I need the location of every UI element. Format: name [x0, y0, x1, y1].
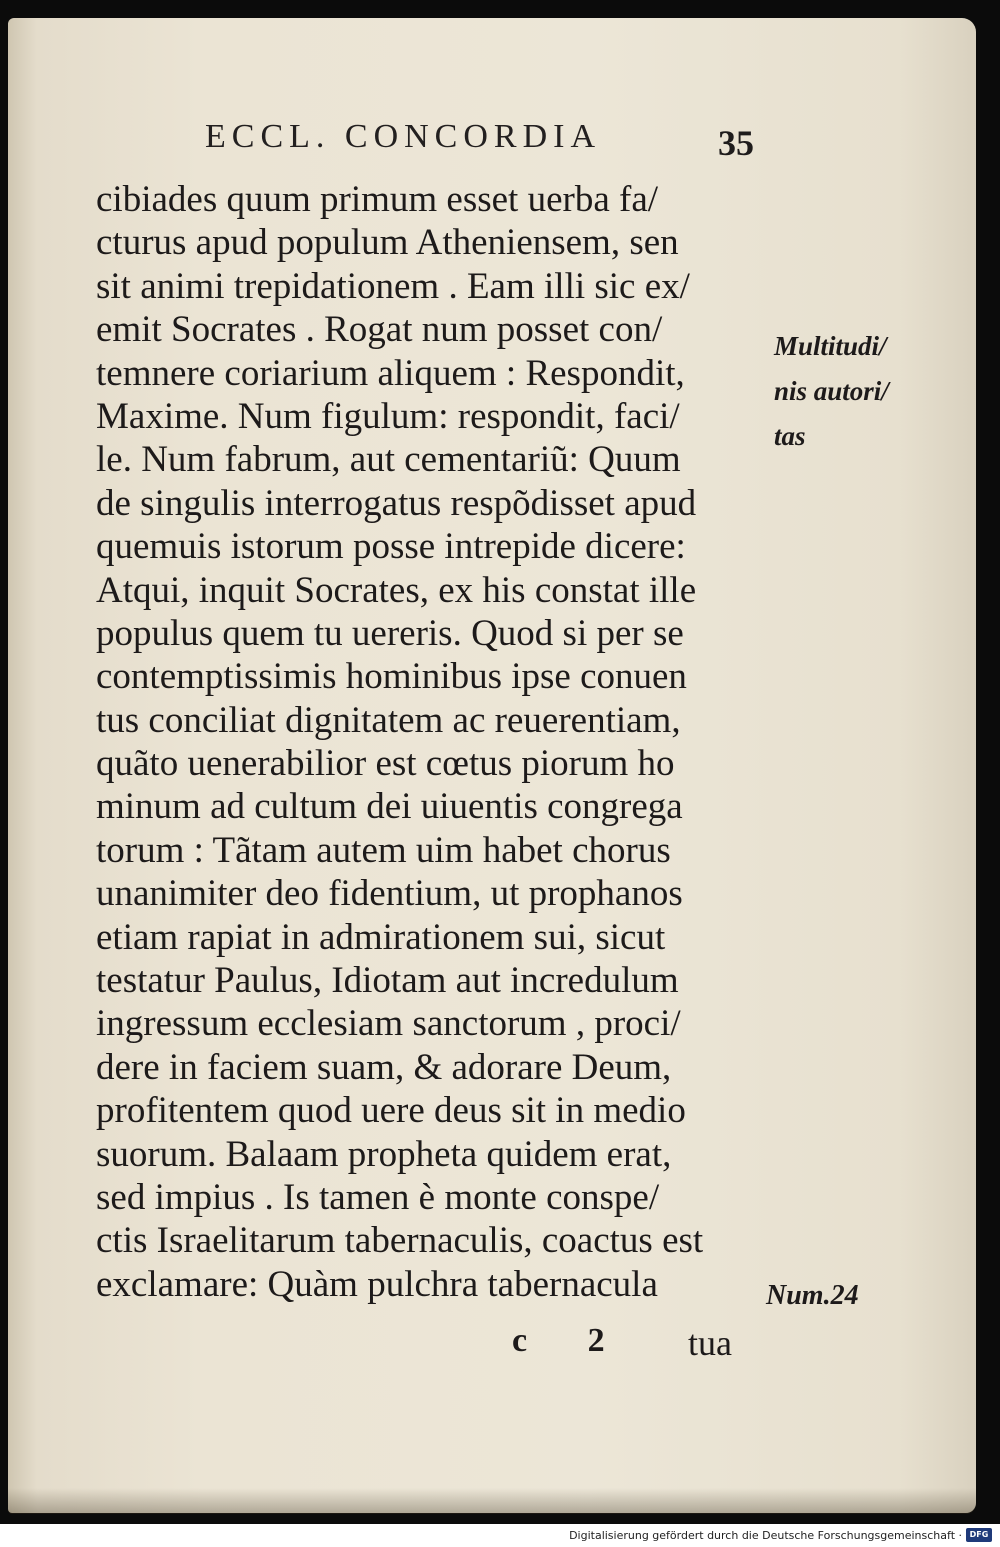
dfg-logo: DFG	[966, 1528, 992, 1542]
catchword: tua	[688, 1323, 732, 1363]
text-line: testatur Paulus, Idiotam aut incredulum	[96, 960, 679, 1002]
text-line: tus conciliat dignitatem ac reuerentiam,	[96, 699, 681, 741]
margin-note-line: Multitudi/	[774, 331, 887, 361]
text-line: dere in faciem suam, & adorare Deum,	[96, 1046, 672, 1088]
text-line: quãto uenerabilior est cœtus piorum ho	[96, 743, 675, 785]
text-line: Atqui, inquit Socrates, ex his constat ille	[96, 569, 697, 611]
text-line: sit animi trepidationem . Eam illi sic ex/	[96, 265, 690, 307]
margin-note-line: nis autori/	[774, 376, 889, 406]
margin-note-line: tas	[774, 421, 806, 451]
text-line: populus quem tu uereris. Quod si per se	[96, 612, 684, 654]
text-line: torum : Tãtam autem uim habet chorus	[96, 829, 671, 871]
text-line: quemuis istorum posse intrepide dicere:	[96, 526, 686, 568]
text-line: de singulis interrogatus respõdisset apud	[96, 482, 697, 524]
text-line: profitentem quod uere deus sit in medio	[96, 1090, 686, 1132]
page-number: 35	[718, 123, 754, 163]
text-line: unanimiter deo fidentium, ut prophanos	[96, 873, 683, 915]
text-line: Maxime. Num figulum: respondit, faci/	[96, 395, 680, 437]
text-line: etiam rapiat in admirationem sui, sicut	[96, 916, 666, 958]
text-line: exclamare: Quàm pulchra tabernacula	[96, 1263, 658, 1305]
text-line: suorum. Balaam propheta quidem erat,	[96, 1133, 672, 1175]
text-line: contemptissimis hominibus ipse conuen	[96, 656, 687, 698]
text-line: emit Socrates . Rogat num posset con/	[96, 309, 663, 351]
text-line: temnere coriarium aliquem : Respondit,	[96, 352, 685, 394]
text-line: ctis Israelitarum tabernaculis, coactus est	[96, 1220, 704, 1262]
text-line: le. Num fabrum, aut cementariũ: Quum	[96, 439, 681, 481]
footer-credit: Digitalisierung gefördert durch die Deutsche Forschungsgemeinschaft ·	[569, 1529, 962, 1542]
margin-note	[774, 324, 889, 459]
text-line: ingressum ecclesiam sanctorum , proci/	[96, 1003, 681, 1045]
margin-reference: Num.24	[766, 1280, 859, 1311]
text-line: cturus apud populum Atheniensem, sen	[96, 222, 679, 264]
text-line: minum ad cultum dei uiuentis congrega	[96, 786, 683, 828]
running-head: ECCL. CONCORDIA	[205, 118, 602, 155]
text-line: sed impius . Is tamen è monte conspe/	[96, 1176, 660, 1218]
signature-mark: c 2	[512, 1322, 631, 1359]
text-line: cibiades quum primum esset uerba fa/	[96, 179, 659, 220]
body-text	[96, 178, 756, 1306]
page-edge-shadow	[8, 1488, 976, 1514]
